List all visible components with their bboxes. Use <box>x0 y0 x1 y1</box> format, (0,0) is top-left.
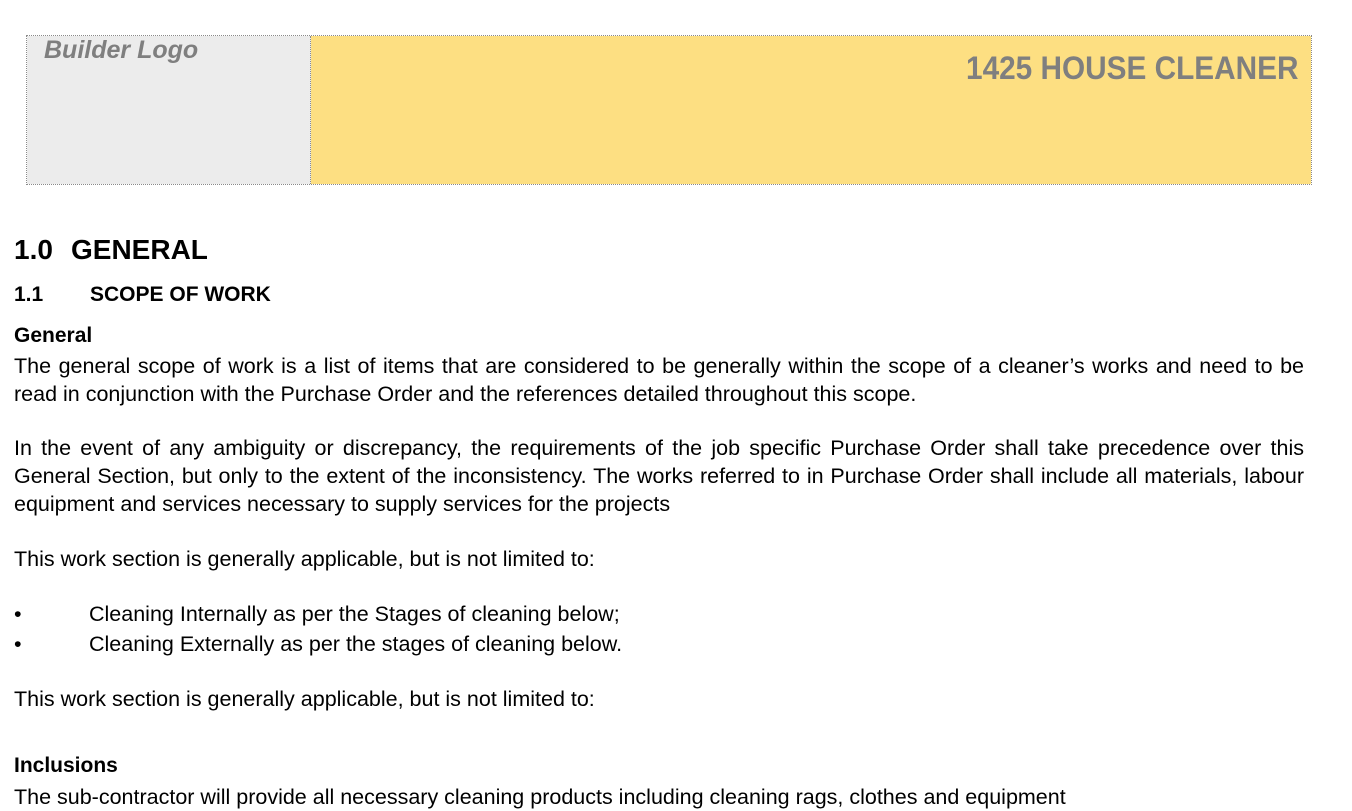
bullet-icon: • <box>14 632 22 656</box>
header-table <box>26 35 1312 185</box>
bullet-text: Cleaning Externally as per the stages of cleaning below. <box>89 632 623 656</box>
general-paragraph-4: This work section is generally applicable, but is not limited to: <box>14 687 595 711</box>
list-item <box>14 629 1304 659</box>
builder-logo: Builder Logo <box>44 36 199 64</box>
document-body <box>14 228 1304 811</box>
general-paragraph-2: In the event of any ambiguity or discrepancy, the requirements of the job specific Purchase Order shall take precedence over this General Section, but only to the extent of the inconsistency. The works referred to in Purchase Order shall include all materials, labour equipment and services necessary to supply services for the projects <box>14 436 1304 516</box>
title-cell <box>311 36 1311 184</box>
subsection-number: 1.1 <box>14 283 44 306</box>
list-item <box>14 599 1304 629</box>
logo-cell <box>27 36 311 184</box>
subsection-title: SCOPE OF WORK <box>90 283 271 306</box>
general-paragraph-1: The general scope of work is a list of items that are considered to be generally within the scope of a cleaner’s works and need to be read in conjunction with the Purchase Order and the references detailed throughout this scope. <box>14 354 1304 406</box>
document-title: 1425 HOUSE CLEANER <box>965 50 1298 86</box>
bullet-icon: • <box>14 602 22 626</box>
general-paragraph-3: This work section is generally applicable, but is not limited to: <box>14 547 595 571</box>
scope-bullet-list <box>14 599 1304 659</box>
section-heading <box>14 228 1304 272</box>
subsection-heading <box>14 272 1304 316</box>
section-number: 1.0 <box>14 234 53 265</box>
bullet-text: Cleaning Internally as per the Stages of cleaning below; <box>89 602 620 626</box>
section-title: GENERAL <box>71 234 208 265</box>
general-heading: General <box>14 324 93 347</box>
inclusions-heading: Inclusions <box>14 754 118 777</box>
inclusions-paragraph-1: The sub-contractor will provide all necessary cleaning products including cleaning rags, clothes and equipment <box>14 785 1066 809</box>
